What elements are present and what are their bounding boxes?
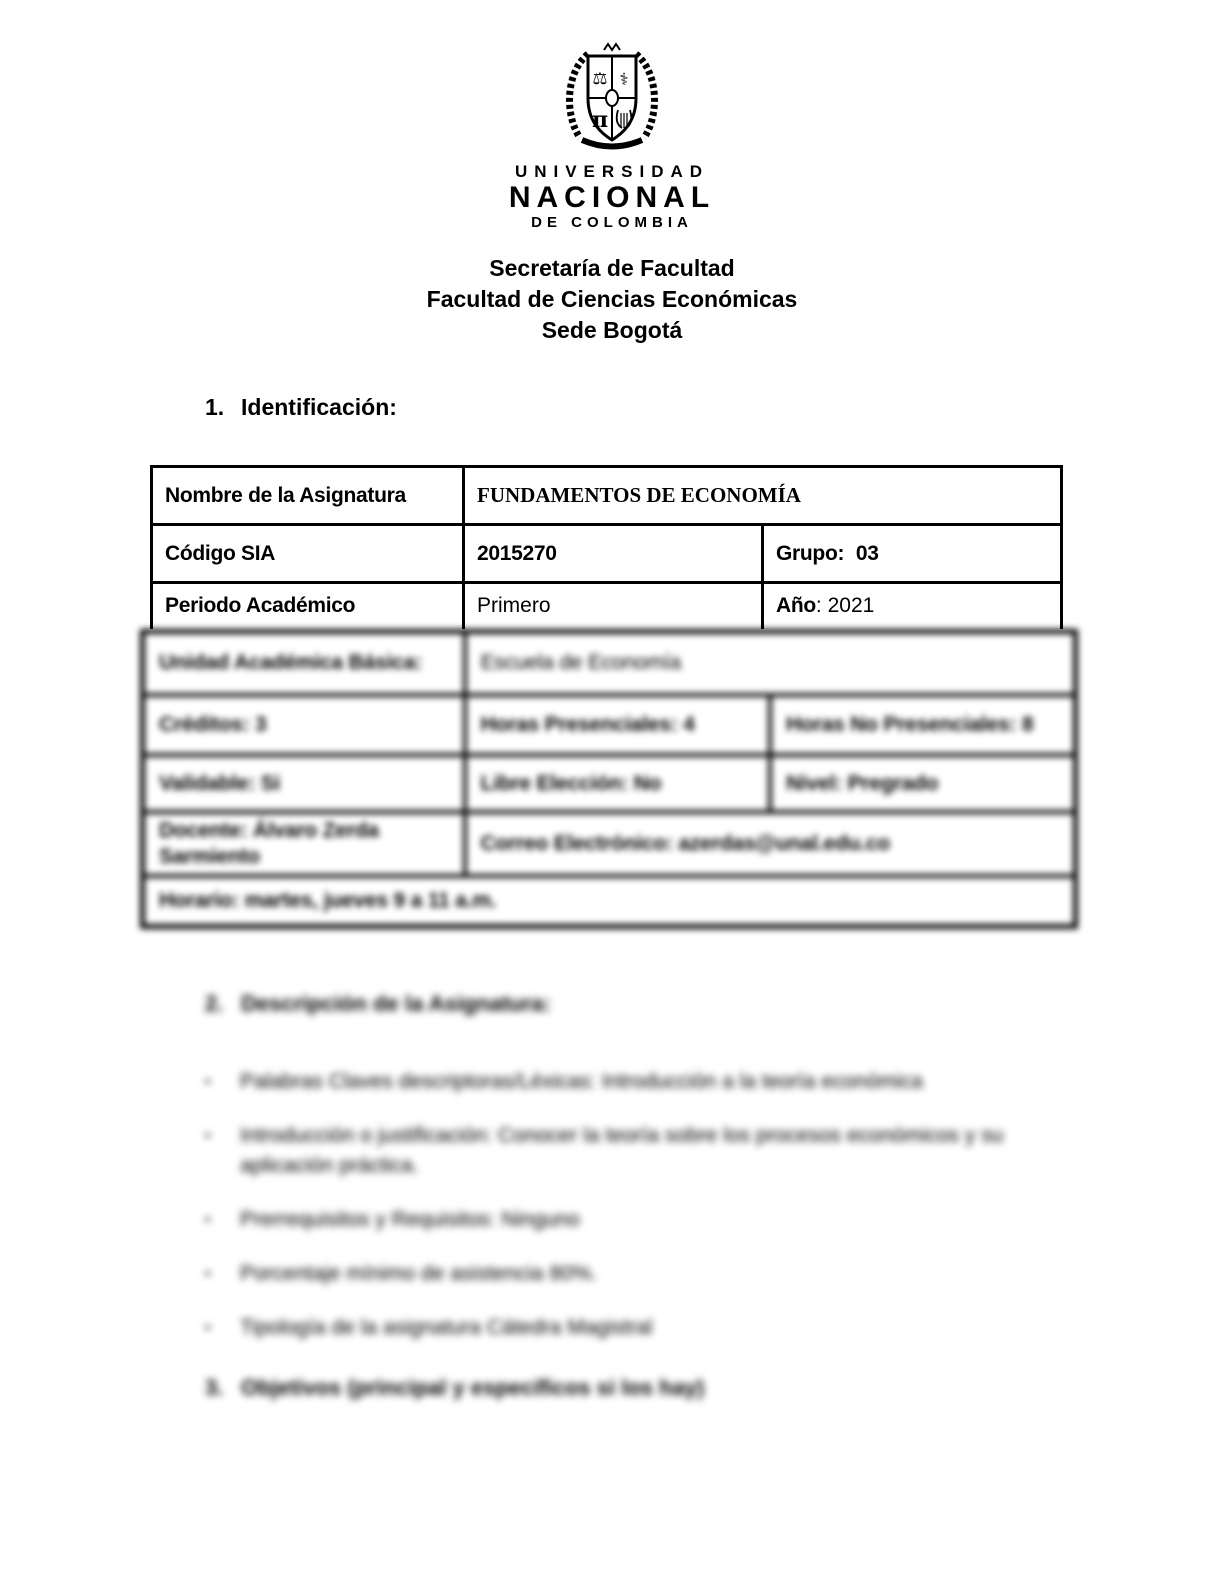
- identification-table: [150, 465, 1063, 629]
- logo-wordmark-universidad: UNIVERSIDAD: [514, 162, 710, 181]
- list-item: [205, 1121, 1065, 1181]
- section-2-title: Descripción de la Asignatura:: [241, 990, 551, 1016]
- correo-cell: Correo Electrónico: azerdas@unal.edu.co: [465, 812, 1076, 876]
- section-1-title: Identificación:: [241, 394, 397, 420]
- bullet-square-icon: ▪: [205, 1072, 211, 1090]
- table-row: [143, 755, 1076, 812]
- svg-text:⚕: ⚕: [619, 70, 629, 90]
- document-header: [0, 253, 1224, 346]
- section-3-title: Objetivos (principal y específicos si los hay): [241, 1374, 705, 1400]
- codigo-label-cell: Código SIA: [152, 525, 464, 583]
- section-2-number: 2.: [205, 990, 224, 1016]
- horas-no-presenciales-cell: Horas No Presenciales: 8: [770, 695, 1076, 755]
- list-item: [205, 1313, 1065, 1343]
- bullet-text: Prerrequisitos y Requisitos: Ninguno: [240, 1207, 580, 1231]
- table-row: [143, 876, 1076, 926]
- section-3-number: 3.: [205, 1374, 224, 1400]
- bullet-square-icon: ▪: [205, 1126, 211, 1144]
- list-item: [205, 1205, 1065, 1235]
- section-1-number: 1.: [205, 394, 225, 420]
- asignatura-value-cell: FUNDAMENTOS DE ECONOMÍA: [464, 467, 1062, 525]
- section-1-heading: [205, 394, 1224, 421]
- table-row: [143, 631, 1076, 695]
- bullet-text: Porcentaje mínimo de asistencia 80%.: [240, 1261, 598, 1285]
- description-bullet-list: [205, 1067, 1065, 1343]
- bullet-text: Introducción o justificación: Conocer la teoría sobre los procesos económicos y su aplicación práctica.: [240, 1123, 1004, 1177]
- svg-text:⚖: ⚖: [592, 69, 608, 89]
- header-line-sede: Sede Bogotá: [541, 317, 683, 343]
- bullet-text: Palabras Claves descriptoras/Léxicas: Introducción a la teoría económica: [240, 1069, 923, 1093]
- nivel-cell: Nivel: Pregrado: [770, 755, 1076, 812]
- periodo-value-cell: Primero: [464, 583, 763, 629]
- bullet-square-icon: ▪: [205, 1210, 211, 1228]
- anio-value: : 2021: [815, 594, 875, 618]
- unidad-label-cell: Unidad Académica Básica:: [143, 631, 465, 695]
- bullet-text: Tipología de la asignatura Cátedra Magistral: [240, 1315, 653, 1339]
- libre-eleccion-cell: Libre Elección: No: [465, 755, 771, 812]
- horario-cell: Horario: martes, jueves 9 a 11 a.m.: [143, 876, 1076, 926]
- blurred-table-region: [0, 629, 1224, 929]
- periodo-label-cell: Periodo Académico: [152, 583, 464, 629]
- bullet-square-icon: ▪: [205, 1264, 211, 1282]
- asignatura-label-cell: Nombre de la Asignatura: [152, 467, 464, 525]
- list-item: [205, 1259, 1065, 1289]
- university-logo: [0, 0, 1224, 231]
- header-line-facultad: Facultad de Ciencias Económicas: [426, 286, 798, 312]
- table-row: [143, 812, 1076, 876]
- university-crest-icon: [552, 42, 672, 152]
- blurred-description-section: [205, 991, 1065, 1401]
- identification-table-blurred: [140, 629, 1078, 929]
- section-3-heading: [205, 1375, 1065, 1401]
- grupo-label: Grupo:: [776, 541, 845, 565]
- docente-cell: Docente: Álvaro Zerda Sarmiento: [143, 812, 465, 876]
- header-line-secretaria: Secretaría de Facultad: [489, 255, 735, 281]
- unidad-value-cell: Escuela de Economía: [465, 631, 1076, 695]
- bullet-square-icon: ▪: [205, 1318, 211, 1336]
- logo-wordmark-nacional: NACIONAL: [508, 181, 716, 214]
- creditos-cell: Créditos: 3: [143, 695, 465, 755]
- list-item: [205, 1067, 1065, 1097]
- table-row: [152, 525, 1062, 583]
- logo-wordmark-de-colombia: DE COLOMBIA: [531, 214, 693, 231]
- grupo-cell: [763, 525, 1062, 583]
- grupo-value: 03: [855, 541, 879, 565]
- svg-text:π: π: [591, 107, 609, 133]
- anio-cell: [763, 583, 1062, 629]
- validable-cell: Validable: Si: [143, 755, 465, 812]
- table-row: [152, 583, 1062, 629]
- table-row: [152, 467, 1062, 525]
- section-2-heading: [205, 991, 1065, 1017]
- anio-label: Año: [776, 594, 816, 618]
- table-row: [143, 695, 1076, 755]
- codigo-value-cell: 2015270: [464, 525, 763, 583]
- horas-presenciales-cell: Horas Presenciales: 4: [465, 695, 771, 755]
